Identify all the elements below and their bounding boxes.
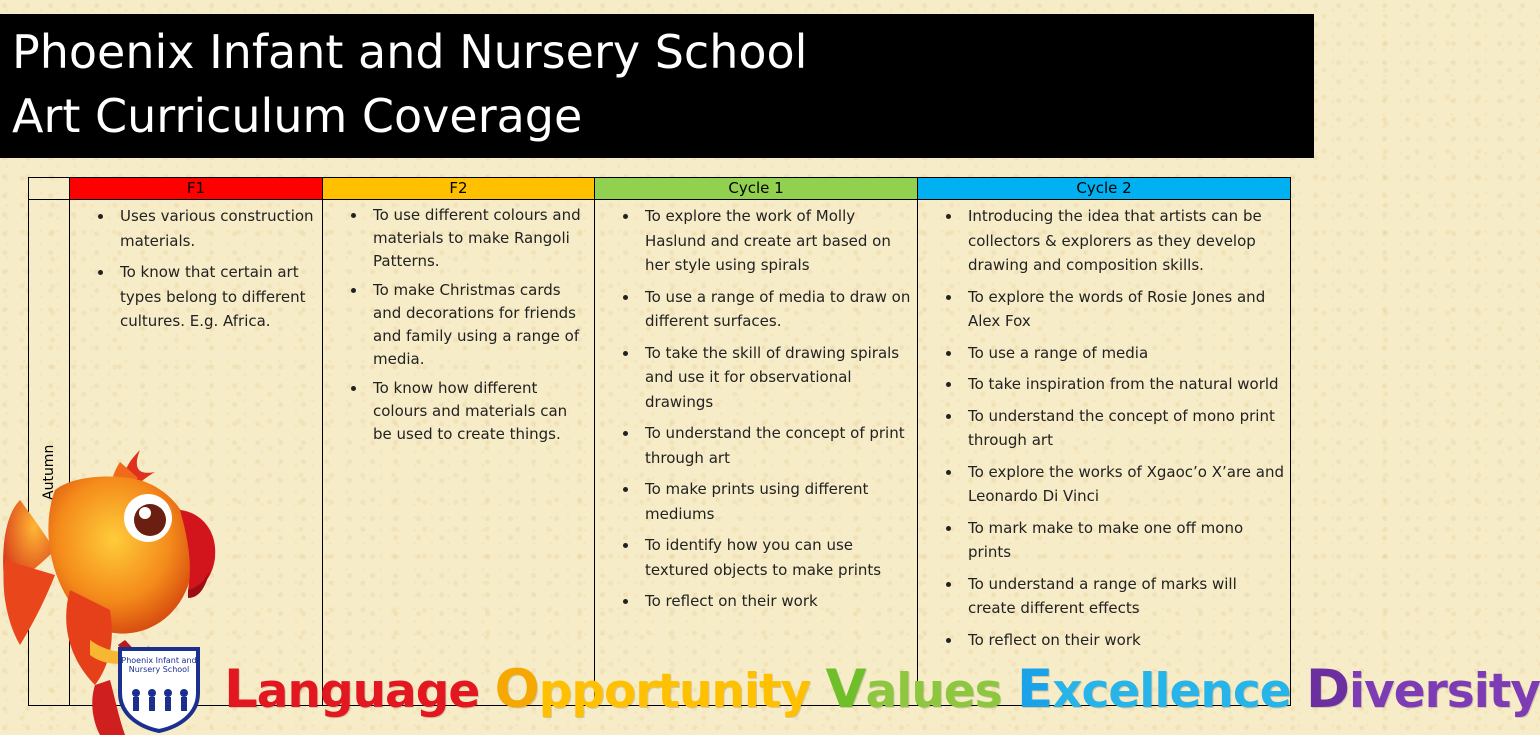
cell-cycle-2	[918, 200, 1291, 706]
motto-rest: pportunity	[538, 664, 811, 719]
motto-initial: E	[1017, 659, 1053, 720]
motto-initial: V	[825, 659, 866, 720]
page-title: Art Curriculum Coverage	[12, 89, 583, 143]
column-header-f1: F1	[70, 178, 323, 200]
objective-item: • To use different colours and materials to make Rangoli Patterns.	[367, 204, 588, 273]
objective-item: • Introducing the idea that artists can be collectors & explorers as they develop drawing and composition skills.	[962, 204, 1284, 278]
header-row	[29, 178, 1291, 200]
school-motto	[224, 650, 1540, 730]
motto-rest: anguage	[256, 664, 480, 719]
motto-initial: L	[224, 659, 257, 720]
objective-list	[70, 200, 322, 334]
objective-item: • To take the skill of drawing spirals and use it for observational drawings	[639, 341, 911, 415]
column-header-cycle-1: Cycle 1	[595, 178, 918, 200]
corner-cell	[29, 178, 70, 200]
motto-word	[1017, 659, 1291, 720]
motto-initial: D	[1305, 659, 1349, 720]
motto-word	[1305, 659, 1540, 720]
row-label-autumn: Autumn	[41, 444, 57, 500]
objective-item: • To explore the words of Rosie Jones and Alex Fox	[962, 285, 1284, 334]
motto-rest: iversity	[1348, 664, 1540, 719]
column-header-f2: F2	[323, 178, 595, 200]
objective-item: • To reflect on their work	[639, 589, 911, 614]
title-banner	[0, 14, 1314, 158]
objective-item: • To explore the works of Xgaoc’o X’are and Leonardo Di Vinci	[962, 460, 1284, 509]
objective-item: • To take inspiration from the natural world	[962, 372, 1284, 397]
motto-word	[825, 659, 1002, 720]
motto-initial: O	[494, 659, 539, 720]
objective-item: • To make prints using different mediums	[639, 477, 911, 526]
objective-item: • To know that certain art types belong to different cultures. E.g. Africa.	[114, 260, 316, 334]
objective-list	[323, 200, 594, 446]
motto-rest: alues	[865, 664, 1002, 719]
objective-item: • To understand the concept of mono print through art	[962, 404, 1284, 453]
school-name: Phoenix Infant and Nursery School	[12, 25, 808, 79]
cell-f2	[323, 200, 595, 706]
objective-item: • To reflect on their work	[962, 628, 1284, 653]
motto-word	[224, 659, 480, 720]
objective-item: • To explore the work of Molly Haslund and create art based on her style using spirals	[639, 204, 911, 278]
objective-item: • To know how different colours and materials can be used to create things.	[367, 377, 588, 446]
objective-item: • To mark make to make one off mono prints	[962, 516, 1284, 565]
motto-rest: xcellence	[1052, 664, 1291, 719]
objective-item: • To understand the concept of print through art	[639, 421, 911, 470]
column-header-cycle-2: Cycle 2	[918, 178, 1291, 200]
objective-list	[918, 200, 1290, 652]
objective-item: • Uses various construction materials.	[114, 204, 316, 253]
objective-item: • To use a range of media	[962, 341, 1284, 366]
objective-item: • To identify how you can use textured objects to make prints	[639, 533, 911, 582]
objective-list	[595, 200, 917, 614]
objective-item: • To understand a range of marks will create different effects	[962, 572, 1284, 621]
badge-school-name: Phoenix Infant and Nursery School	[121, 656, 197, 674]
motto-word	[494, 659, 811, 720]
objective-item: • To make Christmas cards and decorations for friends and family using a range of media.	[367, 279, 588, 371]
objective-item: • To use a range of media to draw on different surfaces.	[639, 285, 911, 334]
cell-cycle-1	[595, 200, 918, 706]
